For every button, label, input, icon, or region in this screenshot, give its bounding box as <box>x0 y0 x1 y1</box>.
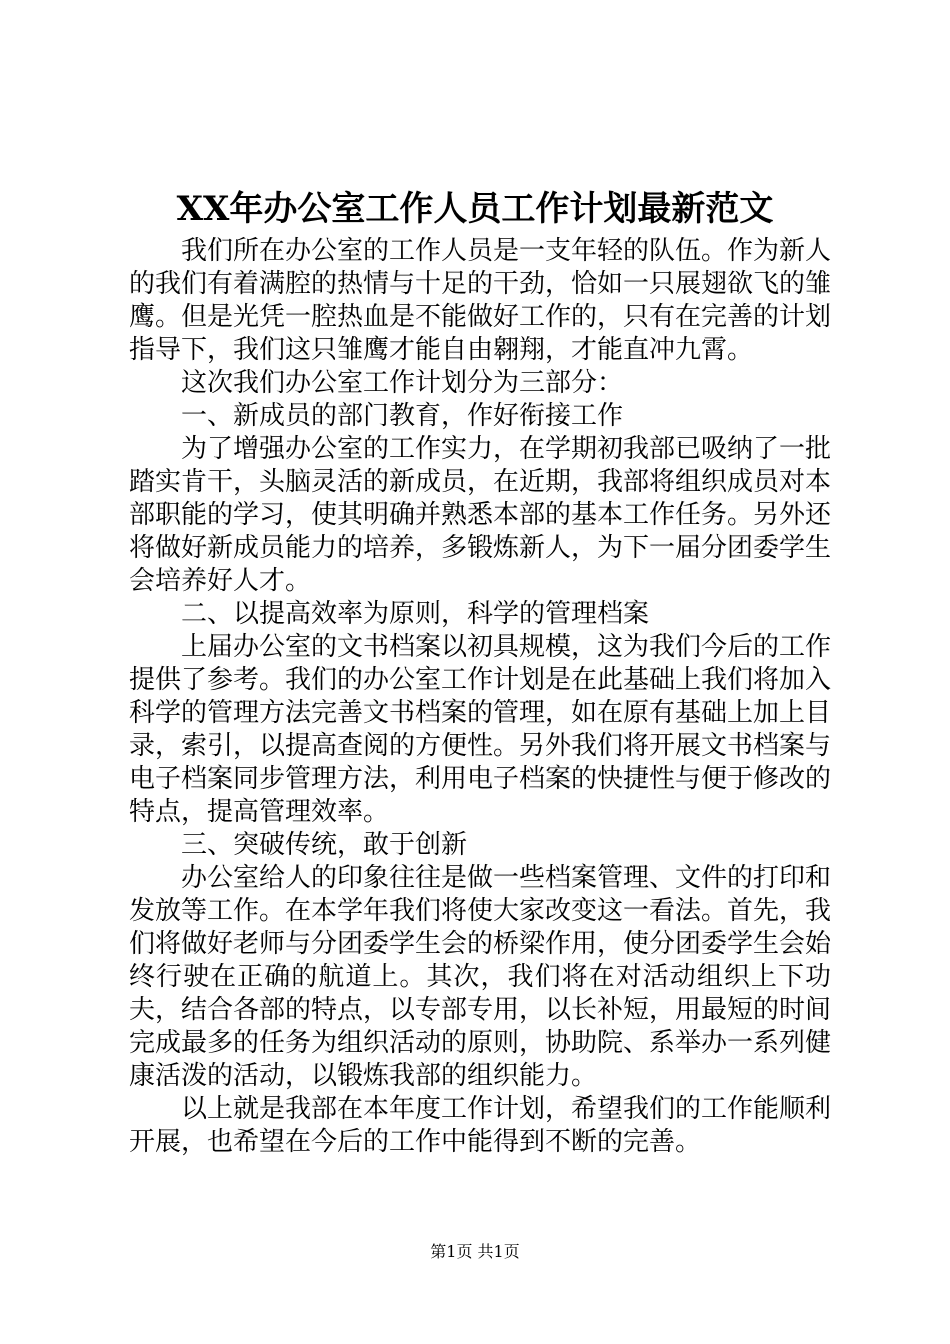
document-body <box>129 235 831 1159</box>
document-title: XX年办公室工作人员工作计划最新范文 <box>176 189 774 229</box>
paragraph-section-1: 为了增强办公室的工作实力，在学期初我部已吸纳了一批踏实肯干，头脑灵活的新成员，在近期，我部将组织成员对本部职能的学习，使其明确并熟悉本部的基本工作任务。另外还将做好新成员能力的培养，多锻炼新人，为下一届分团委学生会培养好人才。 <box>129 434 832 596</box>
paragraph-section-3: 办公室给人的印象往往是做一些档案管理、文件的打印和发放等工作。在本学年我们将使大家改变这一看法。首先，我们将做好老师与分团委学生会的桥梁作用，使分团委学生会始终行驶在正确的航道上。其次，我们将在对活动组织上下功夫，结合各部的特点，以专部专用，以长补短，用最短的时间完成最多的任务为组织活动的原则，协助院、系举办一系列健康活泼的活动，以锻炼我部的组织能力。 <box>129 863 832 1091</box>
paragraph-conclusion: 以上就是我部在本年度工作计划，希望我们的工作能顺利开展，也希望在今后的工作中能得到不断的完善。 <box>129 1094 832 1157</box>
page-footer: 第1页 共1页 <box>430 1242 520 1261</box>
section-heading-2: 二、以提高效率为原则，科学的管理档案 <box>181 599 650 629</box>
section-heading-3: 三、突破传统，敢于创新 <box>181 830 468 860</box>
paragraph-intro: 我们所在办公室的工作人员是一支年轻的队伍。作为新人的我们有着满腔的热情与十足的干劲，恰如一只展翅欲飞的雏鹰。但是光凭一腔热血是不能做好工作的，只有在完善的计划指导下，我们这只雏鹰才能自由翱翔，才能直冲九霄。 <box>129 236 832 365</box>
paragraph-section-2: 上届办公室的文书档案以初具规模，这为我们今后的工作提供了参考。我们的办公室工作计划是在此基础上我们将加入科学的管理方法完善文书档案的管理，如在原有基础上加上目录，索引，以提高查阅的方便性。另外我们将开展文书档案与电子档案同步管理方法，利用电子档案的快捷性与便于修改的特点，提高管理效率。 <box>129 632 832 827</box>
section-heading-1: 一、新成员的部门教育，作好衔接工作 <box>181 401 624 431</box>
paragraph-overview: 这次我们办公室工作计划分为三部分： <box>181 368 624 398</box>
